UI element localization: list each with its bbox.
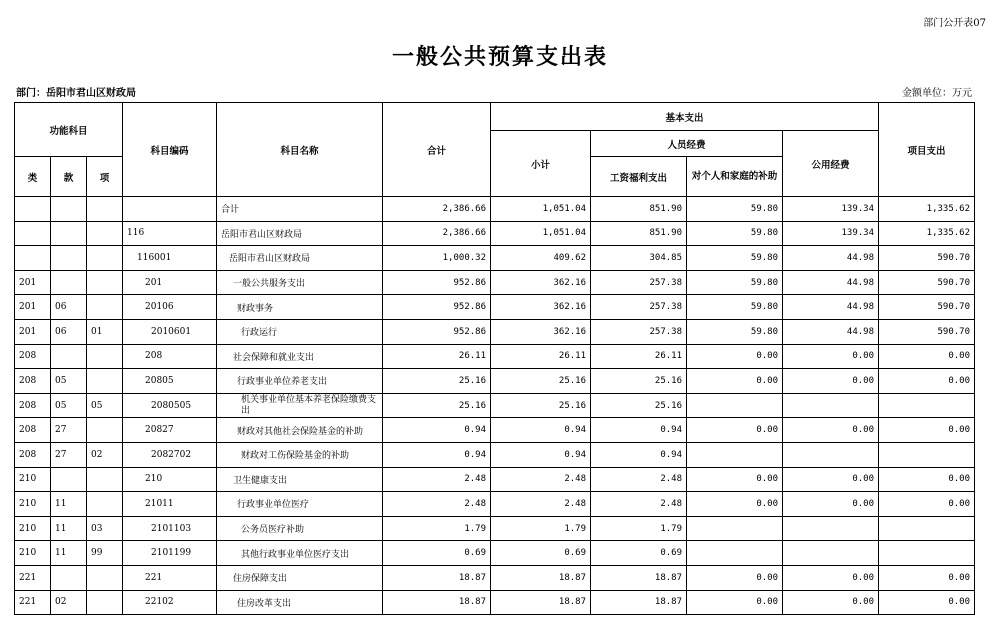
cell-public: 0.00 [783,418,879,443]
cell-total: 25.16 [383,393,491,418]
cell-public: 44.98 [783,295,879,320]
header-public: 公用经费 [783,131,879,197]
cell-xiang [87,246,123,271]
cell-project: 0.00 [879,344,975,369]
cell-xiang [87,565,123,590]
cell-wages: 25.16 [591,369,687,394]
cell-code: 2101103 [123,516,217,541]
cell-subtotal: 0.69 [491,541,591,566]
cell-wages: 2.48 [591,492,687,517]
cell-wages: 25.16 [591,393,687,418]
cell-kuan [51,467,87,492]
cell-wages: 257.38 [591,295,687,320]
cell-lei: 201 [15,319,51,344]
cell-public: 0.00 [783,467,879,492]
cell-subtotal: 362.16 [491,295,591,320]
cell-name: 财政对其他社会保险基金的补助 [217,418,383,443]
cell-kuan [51,197,87,222]
cell-subtotal: 18.87 [491,565,591,590]
cell-kuan: 05 [51,393,87,418]
cell-code: 22102 [123,590,217,615]
cell-total: 952.86 [383,295,491,320]
cell-subtotal: 0.94 [491,418,591,443]
cell-name: 合计 [217,197,383,222]
cell-wages: 18.87 [591,565,687,590]
cell-code: 221 [123,565,217,590]
cell-subsidy [687,393,783,418]
cell-subtotal: 362.16 [491,270,591,295]
cell-subtotal: 2.48 [491,467,591,492]
cell-kuan: 27 [51,442,87,467]
cell-lei: 221 [15,565,51,590]
cell-kuan [51,270,87,295]
cell-subsidy: 59.80 [687,295,783,320]
cell-kuan [51,565,87,590]
cell-project: 0.00 [879,369,975,394]
cell-wages: 2.48 [591,467,687,492]
cell-lei: 208 [15,344,51,369]
cell-total: 0.69 [383,541,491,566]
cell-name: 住房保障支出 [217,565,383,590]
cell-project: 590.70 [879,319,975,344]
cell-public: 0.00 [783,590,879,615]
cell-lei: 208 [15,393,51,418]
cell-kuan: 05 [51,369,87,394]
cell-total: 18.87 [383,590,491,615]
cell-subtotal: 25.16 [491,393,591,418]
cell-code: 20106 [123,295,217,320]
header-subsidy: 对个人和家庭的补助 [687,157,783,197]
cell-project: 1,335.62 [879,221,975,246]
cell-lei: 221 [15,590,51,615]
cell-kuan [51,344,87,369]
cell-name: 一般公共服务支出 [217,270,383,295]
cell-project: 590.70 [879,246,975,271]
cell-project: 0.00 [879,565,975,590]
cell-lei: 210 [15,541,51,566]
cell-public: 0.00 [783,565,879,590]
cell-xiang [87,221,123,246]
cell-project [879,541,975,566]
cell-xiang: 03 [87,516,123,541]
cell-project: 590.70 [879,270,975,295]
cell-public [783,393,879,418]
table-row [15,467,975,492]
header-xiang: 项 [87,157,123,197]
cell-name: 财政事务 [217,295,383,320]
header-code: 科目编码 [123,103,217,197]
form-code: 部门公开表07 [923,18,986,29]
cell-name: 机关事业单位基本养老保险缴费支出 [217,393,383,418]
cell-project: 0.00 [879,467,975,492]
cell-xiang [87,344,123,369]
cell-lei: 208 [15,442,51,467]
cell-kuan: 02 [51,590,87,615]
header-name: 科目名称 [217,103,383,197]
cell-subtotal: 18.87 [491,590,591,615]
cell-name: 行政运行 [217,319,383,344]
cell-lei: 208 [15,369,51,394]
unit-label: 金额单位：万元 [902,88,972,99]
table-row [15,418,975,443]
cell-subtotal: 409.62 [491,246,591,271]
table-row [15,295,975,320]
cell-total: 952.86 [383,319,491,344]
table-row [15,319,975,344]
cell-total: 25.16 [383,369,491,394]
cell-code: 2082702 [123,442,217,467]
table-row [15,369,975,394]
cell-wages: 0.94 [591,442,687,467]
cell-xiang: 01 [87,319,123,344]
cell-subsidy [687,442,783,467]
cell-xiang [87,369,123,394]
cell-public [783,442,879,467]
cell-subtotal: 2.48 [491,492,591,517]
table-row [15,393,975,418]
table-row [15,442,975,467]
cell-code: 2010601 [123,319,217,344]
cell-subtotal: 0.94 [491,442,591,467]
cell-lei [15,197,51,222]
cell-code: 2101199 [123,541,217,566]
cell-name: 社会保障和就业支出 [217,344,383,369]
cell-subsidy: 59.80 [687,246,783,271]
cell-wages: 0.94 [591,418,687,443]
cell-xiang: 99 [87,541,123,566]
cell-total: 2,386.66 [383,221,491,246]
cell-name: 行政事业单位养老支出 [217,369,383,394]
cell-xiang [87,590,123,615]
cell-subsidy: 59.80 [687,270,783,295]
cell-total: 1,000.32 [383,246,491,271]
table-row [15,590,975,615]
cell-subtotal: 26.11 [491,344,591,369]
cell-xiang [87,418,123,443]
cell-total: 0.94 [383,418,491,443]
table-row [15,344,975,369]
cell-wages: 257.38 [591,270,687,295]
cell-project [879,393,975,418]
cell-kuan: 27 [51,418,87,443]
cell-subsidy [687,516,783,541]
cell-project: 0.00 [879,492,975,517]
table-header [15,103,975,197]
cell-code: 21011 [123,492,217,517]
header-subtotal: 小计 [491,131,591,197]
cell-subsidy: 0.00 [687,565,783,590]
cell-project [879,442,975,467]
cell-xiang [87,467,123,492]
cell-kuan [51,221,87,246]
cell-wages: 851.90 [591,197,687,222]
table-row [15,246,975,271]
table-row [15,492,975,517]
cell-xiang: 02 [87,442,123,467]
table-row [15,516,975,541]
cell-subsidy: 59.80 [687,319,783,344]
cell-public [783,516,879,541]
cell-public: 0.00 [783,492,879,517]
cell-total: 2.48 [383,492,491,517]
cell-project [879,516,975,541]
cell-lei [15,221,51,246]
cell-code: 208 [123,344,217,369]
cell-lei: 201 [15,270,51,295]
cell-lei [15,246,51,271]
cell-name: 财政对工伤保险基金的补助 [217,442,383,467]
cell-total: 1.79 [383,516,491,541]
cell-subtotal: 1.79 [491,516,591,541]
cell-subtotal: 362.16 [491,319,591,344]
cell-lei: 210 [15,492,51,517]
cell-lei: 201 [15,295,51,320]
cell-project: 0.00 [879,418,975,443]
cell-total: 2,386.66 [383,197,491,222]
cell-wages: 18.87 [591,590,687,615]
header-personnel: 人员经费 [591,131,783,157]
cell-xiang: 05 [87,393,123,418]
cell-kuan [51,246,87,271]
cell-wages: 851.90 [591,221,687,246]
table-row [15,221,975,246]
cell-name: 行政事业单位医疗 [217,492,383,517]
cell-subtotal: 25.16 [491,369,591,394]
budget-table [14,102,975,615]
cell-project: 1,335.62 [879,197,975,222]
cell-code: 20827 [123,418,217,443]
cell-code: 116 [123,221,217,246]
header-project: 项目支出 [879,103,975,197]
table-row [15,197,975,222]
cell-kuan: 11 [51,492,87,517]
cell-subsidy: 59.80 [687,197,783,222]
cell-subsidy: 0.00 [687,492,783,517]
cell-subsidy [687,541,783,566]
table-row [15,270,975,295]
cell-total: 18.87 [383,565,491,590]
cell-subsidy: 0.00 [687,418,783,443]
cell-subsidy: 59.80 [687,221,783,246]
cell-code: 116001 [123,246,217,271]
cell-xiang [87,270,123,295]
header-basic: 基本支出 [491,103,879,131]
cell-name: 岳阳市君山区财政局 [217,221,383,246]
table-body [15,197,975,615]
cell-code: 20805 [123,369,217,394]
cell-public: 44.98 [783,270,879,295]
header-lei: 类 [15,157,51,197]
cell-subsidy: 0.00 [687,467,783,492]
page-title: 一般公共预算支出表 [391,45,608,70]
cell-name: 其他行政事业单位医疗支出 [217,541,383,566]
cell-project: 590.70 [879,295,975,320]
cell-code: 2080505 [123,393,217,418]
cell-subsidy: 0.00 [687,369,783,394]
cell-code [123,197,217,222]
cell-kuan: 11 [51,516,87,541]
cell-kuan: 06 [51,319,87,344]
cell-project: 0.00 [879,590,975,615]
cell-wages: 1.79 [591,516,687,541]
cell-xiang [87,295,123,320]
cell-name: 岳阳市君山区财政局 [217,246,383,271]
cell-name: 卫生健康支出 [217,467,383,492]
cell-public: 0.00 [783,344,879,369]
header-func: 功能科目 [15,103,123,157]
cell-public: 44.98 [783,246,879,271]
table-row [15,541,975,566]
cell-public: 44.98 [783,319,879,344]
cell-wages: 257.38 [591,319,687,344]
cell-name: 公务员医疗补助 [217,516,383,541]
cell-subsidy: 0.00 [687,590,783,615]
department-label: 部门：岳阳市君山区财政局 [16,88,136,99]
table-row [15,565,975,590]
cell-total: 952.86 [383,270,491,295]
cell-xiang [87,492,123,517]
cell-total: 2.48 [383,467,491,492]
header-wages: 工资福利支出 [591,157,687,197]
cell-total: 26.11 [383,344,491,369]
cell-kuan: 11 [51,541,87,566]
cell-subtotal: 1,051.04 [491,221,591,246]
cell-code: 210 [123,467,217,492]
cell-subtotal: 1,051.04 [491,197,591,222]
cell-public: 0.00 [783,369,879,394]
cell-code: 201 [123,270,217,295]
cell-name: 住房改革支出 [217,590,383,615]
cell-lei: 210 [15,467,51,492]
header-kuan: 款 [51,157,87,197]
cell-xiang [87,197,123,222]
header-total: 合计 [383,103,491,197]
cell-public: 139.34 [783,197,879,222]
cell-public [783,541,879,566]
cell-total: 0.94 [383,442,491,467]
cell-subsidy: 0.00 [687,344,783,369]
cell-wages: 304.85 [591,246,687,271]
cell-lei: 210 [15,516,51,541]
cell-kuan: 06 [51,295,87,320]
cell-public: 139.34 [783,221,879,246]
cell-lei: 208 [15,418,51,443]
cell-wages: 0.69 [591,541,687,566]
cell-wages: 26.11 [591,344,687,369]
